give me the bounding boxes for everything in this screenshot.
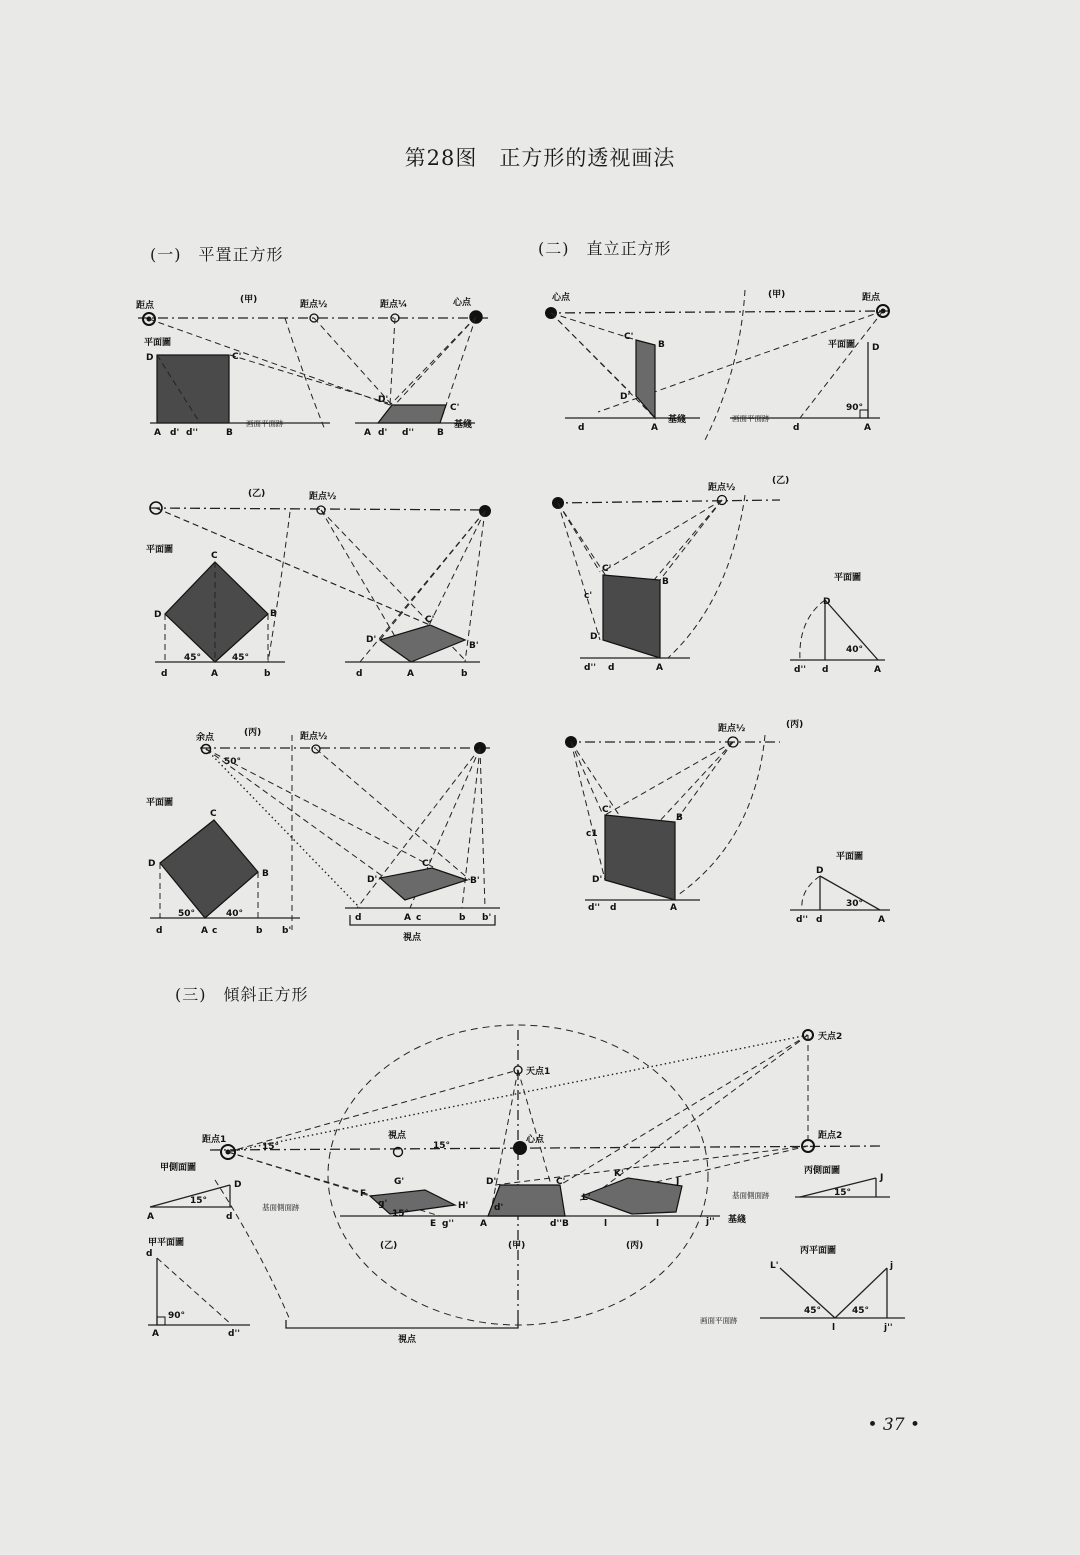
- pt-dpp7: d'': [588, 903, 600, 913]
- pt-jpp10: j'': [884, 1323, 893, 1333]
- pt-Dp6: D': [590, 632, 601, 642]
- pt-L10: L': [770, 1261, 779, 1271]
- angle-45-a: 45°: [184, 653, 202, 663]
- pt-B4: B: [262, 869, 269, 879]
- perspective-vertical-square-3: [605, 815, 675, 900]
- pt-Hp: H': [458, 1201, 469, 1211]
- label-sub-bing-2: (丙): [786, 720, 804, 730]
- label-plan-view-2: 平面圖: [146, 545, 174, 555]
- angle-90-b: 90°: [168, 1311, 186, 1321]
- pt-dp: d': [170, 428, 180, 438]
- label-plan-view-4: 平面圖: [828, 340, 856, 350]
- pt-dpp7b: d'': [796, 915, 808, 925]
- pt-j10: j: [890, 1261, 894, 1271]
- pt-Dp: D': [378, 395, 389, 405]
- label-viewpoint: 視点: [403, 933, 422, 943]
- label-base-line-2: 基綫: [668, 415, 687, 425]
- label-center-point-3: 心点: [526, 1135, 545, 1145]
- label-remaining-point: 余点: [196, 733, 215, 743]
- pt-A4b: A: [404, 913, 411, 923]
- section-heading-inclined: (三) 傾斜正方形: [175, 985, 309, 1004]
- pt-d9: d: [226, 1212, 233, 1222]
- plan-rotated-square: [160, 820, 258, 918]
- page-number: • 37 •: [867, 1415, 920, 1435]
- pt-d3b: d: [356, 669, 363, 679]
- pt-A5b: A: [864, 423, 871, 433]
- label-distance-point-2b: 距点2: [818, 1131, 843, 1141]
- pt-L: L': [582, 1193, 591, 1203]
- angle-45-d: 45°: [852, 1306, 870, 1316]
- label-base-line: 基綫: [454, 420, 473, 430]
- panel-vertical-yi: [552, 475, 885, 675]
- pt-C4: C: [210, 809, 217, 819]
- label-base-line-3: 基綫: [728, 1215, 747, 1225]
- pt-l8: l: [604, 1219, 608, 1229]
- pt-B3: B: [270, 609, 277, 619]
- pt-l10: l: [832, 1323, 836, 1333]
- angle-15-e: 15°: [834, 1188, 852, 1198]
- angle-40-b: 40°: [846, 645, 864, 655]
- pt-Dp8: D': [486, 1177, 497, 1187]
- inclined-square-bing: [582, 1178, 682, 1214]
- pt-A5: A: [651, 423, 658, 433]
- pt-D4: D: [148, 859, 156, 869]
- pt-A7: A: [670, 903, 677, 913]
- angle-50-plan: 50°: [178, 909, 196, 919]
- label-sub-yi-3: (乙): [380, 1241, 398, 1251]
- pt-Gp: G': [394, 1177, 405, 1187]
- label-picture-plane-trace-2: 画面平面跡: [732, 414, 770, 423]
- label-plan-jia: 甲平面圖: [148, 1238, 185, 1248]
- pt-Dp5: D': [620, 392, 631, 402]
- angle-15-a: 15°: [433, 1141, 451, 1151]
- label-distance-half: 距点½: [300, 300, 328, 310]
- pt-A4: A: [201, 926, 208, 936]
- pt-D7: D: [816, 866, 824, 876]
- label-sub-yi: (乙): [248, 489, 266, 499]
- pt-Cp8: C': [556, 1177, 566, 1187]
- pt-jpp8: j'': [706, 1217, 715, 1227]
- section-heading-flat: (一) 平置正方形: [150, 245, 284, 264]
- label-viewpoint-2: 視点: [388, 1131, 407, 1141]
- label-plan-bing: 丙平面圖: [800, 1246, 837, 1256]
- pt-D9: D: [234, 1180, 242, 1190]
- angle-90-a: 90°: [846, 403, 864, 413]
- pt-B6: B: [662, 577, 669, 587]
- pt-d6: d: [608, 663, 615, 673]
- perspective-diamond: [380, 625, 465, 662]
- perspective-square: [378, 405, 446, 423]
- perspective-vertical-square-2: [603, 575, 660, 658]
- angle-45-c: 45°: [804, 1306, 822, 1316]
- pt-d3: d: [161, 669, 168, 679]
- label-picture-plane-trace: 画面平面跡: [246, 419, 284, 428]
- pt-Cp2: C': [450, 403, 460, 413]
- pt-A9: A: [147, 1212, 154, 1222]
- label-sub-bing-3: (丙): [626, 1241, 644, 1251]
- label-center-point-2: 心点: [552, 293, 571, 303]
- pt-F: F: [360, 1189, 367, 1199]
- panel-flat-bing: [146, 726, 500, 943]
- label-plan-view-3: 平面圖: [146, 798, 174, 808]
- panel-inclined: [146, 1025, 905, 1345]
- label-distance-half-4: 距点½: [708, 483, 736, 493]
- pt-l8b: l: [656, 1219, 660, 1229]
- pt-dpp10: d'': [228, 1329, 240, 1339]
- panel-flat-jia: [136, 294, 490, 438]
- panel-vertical-bing: [565, 718, 890, 925]
- pt-b4b: b: [459, 913, 466, 923]
- pt-A3b: A: [407, 669, 414, 679]
- pt-Cp5: C': [624, 332, 634, 342]
- label-side-view-jia: 甲側面圖: [160, 1163, 197, 1173]
- pt-A10: A: [152, 1329, 159, 1339]
- pt-c4: c: [212, 926, 218, 936]
- angle-15-d: 15°: [190, 1196, 208, 1206]
- label-ground-side-trace-2: 基面側面跡: [732, 1191, 770, 1200]
- pt-d10: d: [146, 1249, 153, 1259]
- pt-c4b: c: [416, 913, 422, 923]
- pt-d7: d: [610, 903, 617, 913]
- pt-b3: b: [264, 669, 271, 679]
- angle-15-c: 15°: [392, 1209, 410, 1219]
- pt-dp2: d': [378, 428, 388, 438]
- label-distance-half-5: 距点½: [718, 724, 746, 734]
- pt-A2: A: [364, 428, 371, 438]
- perspective-vertical-square: [636, 340, 655, 418]
- label-distance-point-1: 距点1: [202, 1135, 227, 1145]
- pt-Cp6: C': [602, 564, 612, 574]
- angle-50-top: 50°: [224, 757, 242, 767]
- label-sky-point-1: 天点1: [526, 1067, 551, 1077]
- pt-dB: d''B: [550, 1219, 569, 1229]
- label-side-view-bing: 丙側面圖: [804, 1166, 841, 1176]
- pt-d6b: d: [822, 665, 829, 675]
- pt-Cp4: C': [422, 859, 432, 869]
- pt-B2: B: [437, 428, 444, 438]
- pt-A8: A: [480, 1219, 487, 1229]
- pt-B5: B: [658, 340, 665, 350]
- page-title: 第28图 正方形的透视画法: [404, 146, 676, 170]
- label-sky-point-2: 天点2: [818, 1032, 843, 1042]
- pt-d4: d: [156, 926, 163, 936]
- angle-45-b: 45°: [232, 653, 250, 663]
- label-distance-point: 距点: [136, 301, 155, 311]
- label-plan-view-5: 平面圖: [834, 573, 862, 583]
- plan-diamond: [165, 562, 268, 662]
- pt-b3b: b: [461, 669, 468, 679]
- angle-40-plan: 40°: [226, 909, 244, 919]
- pt-Cp3: C': [425, 615, 435, 625]
- pt-dprime8: d': [494, 1203, 504, 1213]
- panel-vertical-jia: [545, 289, 890, 440]
- pt-Bp3: B': [469, 641, 479, 651]
- pt-dpp: d'': [186, 428, 198, 438]
- pt-d5: d: [578, 423, 585, 433]
- section-heading-vertical: (二) 直立正方形: [538, 239, 672, 258]
- pt-Cp: C': [232, 352, 242, 362]
- label-plan-view: 平面圖: [144, 338, 172, 348]
- angle-15-b: 15°: [262, 1142, 280, 1152]
- pt-A7b: A: [878, 915, 885, 925]
- pt-d4b: d: [355, 913, 362, 923]
- label-sub-jia-2: (甲): [768, 290, 786, 300]
- pt-A6b: A: [874, 665, 881, 675]
- label-distance-quarter: 距点¼: [380, 300, 408, 310]
- angle-30: 30°: [846, 899, 864, 909]
- label-distance-half-3: 距点½: [300, 732, 328, 742]
- pt-E: E: [430, 1219, 437, 1229]
- pt-Dp7: D': [592, 875, 603, 885]
- pt-b4: b: [256, 926, 263, 936]
- pt-Bp4: B': [470, 876, 480, 886]
- pt-bp4: b': [282, 926, 292, 936]
- plan-square: [157, 355, 229, 423]
- pt-cp6: c': [584, 591, 593, 601]
- pt-B: B: [226, 428, 233, 438]
- pt-D: D: [146, 353, 154, 363]
- pt-gpp: g'': [442, 1219, 454, 1229]
- label-ground-side-trace: 基面側面跡: [262, 1203, 300, 1212]
- pt-D6: D: [823, 597, 831, 607]
- pt-dpp6b: d'': [794, 665, 806, 675]
- label-picture-plane-trace-3: 画面平面跡: [700, 1316, 738, 1325]
- pt-J9: J: [880, 1173, 884, 1183]
- pt-dpp2: d'': [402, 428, 414, 438]
- label-sub-bing: (丙): [244, 728, 262, 738]
- pt-A3: A: [211, 669, 218, 679]
- label-viewpoint-3: 視点: [398, 1335, 417, 1345]
- panel-flat-yi: [146, 488, 491, 679]
- pt-D5: D: [872, 343, 880, 353]
- label-center-point: 心点: [453, 298, 472, 308]
- pt-A: A: [154, 428, 161, 438]
- pt-K: K': [614, 1169, 624, 1179]
- pt-B7: B: [676, 813, 683, 823]
- pt-Dp4: D': [367, 875, 378, 885]
- pt-d7b: d: [816, 915, 823, 925]
- pt-c1: c1: [586, 829, 598, 839]
- pt-D3: D: [154, 610, 162, 620]
- pt-Dp3: D': [366, 635, 377, 645]
- pt-d5b: d: [793, 423, 800, 433]
- pt-A6: A: [656, 663, 663, 673]
- label-sub-jia: (甲): [240, 295, 258, 305]
- perspective-rotated-square: [380, 868, 467, 900]
- label-sub-yi-2: (乙): [772, 476, 790, 486]
- label-plan-view-6: 平面圖: [836, 852, 864, 862]
- pt-C3: C: [211, 551, 218, 561]
- pt-J8: J: [676, 1177, 680, 1187]
- label-distance-half-2: 距点½: [309, 492, 337, 502]
- label-sub-jia-3: (甲): [508, 1241, 526, 1251]
- pt-Cp7: C': [602, 805, 612, 815]
- pt-gp: g': [378, 1199, 388, 1209]
- pt-bp4b: b': [482, 913, 492, 923]
- label-distance-point-2: 距点: [862, 293, 881, 303]
- pt-dpp6: d'': [584, 663, 596, 673]
